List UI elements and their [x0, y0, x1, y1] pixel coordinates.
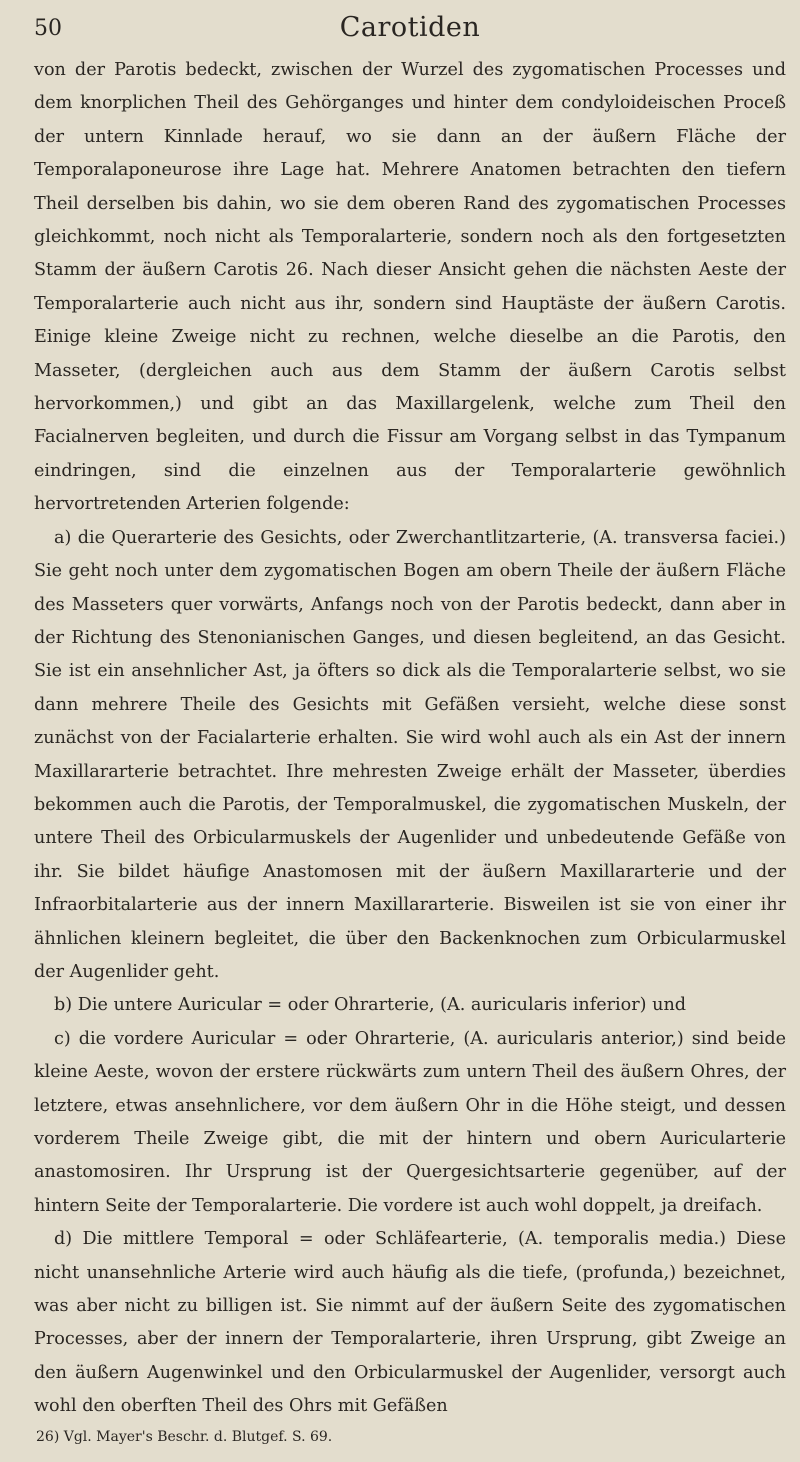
paragraph-item-c: c) die vordere Auricular = oder Ohrarterie, (A. auricularis anterior,) sind beide kleine Aeste, wovon der erstere rückwärts zum untern Theil des äußern Ohres, der letztere, etwas ansehnlichere, vor dem äußern Ohr in die Höhe steigt, und dessen vorderem Theile Zweige gibt, die mit der hintern und obern Auricularterie anastomosiren. Ihr Ursprung ist der Quergesichtsarterie gegenüber, auf der hintern Seite der Temporalarterie. Die vordere ist auch wohl doppelt, ja dreifach.	[34, 1028, 786, 1216]
page-header	[34, 10, 786, 54]
paragraph-item-a: a) die Querarterie des Gesichts, oder Zwerchantlitzarterie, (A. transversa faciei.) Sie geht noch unter dem zygomatischen Bogen am obern Theile der äußern Fläche des Masseters quer vorwärts, Anfangs noch von der Parotis bedeckt, dann aber in der Richtung des Stenonianischen Ganges, und diesen begleitend, an das Gesicht. Sie ist ein ansehnlicher Ast, ja öfters so dick als die Temporalarterie selbst, wo sie dann mehrere Theile des Gesichts mit Gefäßen versieht, welche diese sonst zunächst von der Facialarterie erhalten. Sie wird wohl auch als ein Ast der innern Maxillararterie betrachtet. Ihre mehresten Zweige erhält der Masseter, überdies bekommen auch die Parotis, der Temporalmuskel, die zygomatischen Muskeln, der untere Theil des Orbicularmuskels der Augenlider und unbedeutende Gefäße von ihr. Sie bildet häufige Anastomosen mit der äußern Maxillararterie und der Infraorbitalarterie aus der innern Maxillararterie. Bisweilen ist sie von einer ihr ähnlichen kleinern begleitet, die über den Backenknochen zum Orbicularmuskel der Augenlider geht.	[34, 527, 786, 982]
paragraph-item-b: b) Die untere Auricular = oder Ohrarterie, (A. auricularis inferior) und	[54, 995, 687, 1016]
paragraph-intro: von der Parotis bedeckt, zwischen der Wurzel des zygomatischen Processes und dem knorplichen Theil des Gehörganges und hinter dem condyloideischen Proceß der untern Kinnlade herauf, wo sie dann an der äußern Fläche der Temporalaponeurose ihre Lage hat. Mehrere Anatomen betrachten den tiefern Theil derselben bis dahin, wo sie dem oberen Rand des zygomatischen Processes gleichkommt, noch nicht als Temporalarterie, sondern noch als den fortgesetzten Stamm der äußern Carotis 26. Nach dieser Ansicht gehen die nächsten Aeste der Temporalarterie auch nicht aus ihr, sondern sind Hauptäste der äußern Carotis. Einige kleine Zweige nicht zu rechnen, welche dieselbe an die Parotis, den Masseter, (dergleichen auch aus dem Stamm der äußern Carotis selbst hervorkommen,) und gibt an das Maxillargelenk, welche zum Theil den Facialnerven begleiten, und durch die Fissur am Vorgang selbst in das Tympanum eindringen, sind die einzelnen aus der Temporalarterie gewöhnlich hervortretenden Arterien folgende:	[34, 60, 786, 515]
running-head: Carotiden	[339, 12, 481, 43]
paragraph-item-d: d) Die mittlere Temporal = oder Schläfearterie, (A. temporalis media.) Diese nicht unansehnliche Arterie wird auch häufig als die tiefe, (profunda,) bezeichnet, was aber nicht zu billigen ist. Sie nimmt auf der äußern Seite des zygomatischen Processes, aber der innern der Temporalarterie, ihren Ursprung, gibt Zweige an den äußern Augenwinkel und den Orbicularmuskel der Augenlider, versorgt auch wohl den oberften Theil des Ohrs mit Gefäßen	[34, 1229, 786, 1417]
page-number: 50	[34, 16, 62, 41]
body-text	[34, 54, 786, 1424]
footnote: 26) Vgl. Mayer's Beschr. d. Blutgef. S. 69.	[36, 1428, 333, 1445]
